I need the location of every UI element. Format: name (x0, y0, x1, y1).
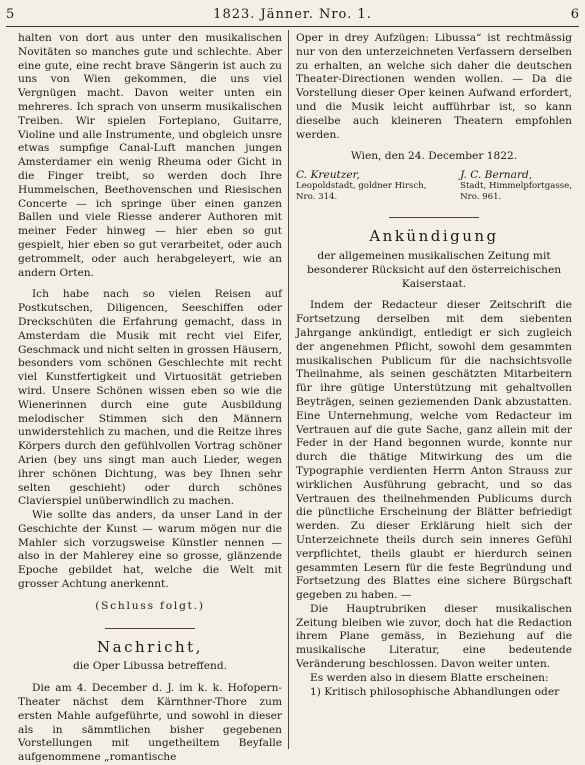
signature-bernard (460, 170, 572, 203)
announcement-title: Ankündigung (369, 227, 499, 246)
page-header (6, 2, 579, 27)
article-paragraph: 1) Kritisch philosophische Abhandlungen oder (310, 685, 560, 698)
column-divider (288, 30, 289, 749)
section-divider (105, 628, 195, 629)
dateline: Wien, den 24. December 1822. (350, 150, 518, 163)
signatures (296, 170, 572, 203)
signature-kreutzer (296, 170, 427, 203)
section-divider (389, 217, 479, 218)
left-column (18, 32, 282, 764)
article-paragraph: Die am 4. December d. J. im k. k. Hofopern-Theater nächst dem Kärnthner-Thore zum ersten Mahle aufgeführte, und sowohl in dieser als in sämmtlichen bisher gegebenen Vorstellungen mit ungetheiltem Beyfalle aufgenommene „romantische (18, 682, 282, 764)
article-paragraph: Die Hauptrubriken dieser musikalischen Zeitung bleiben wie zuvor, doch hat die Redaction ihrem Plane gemäss, in Beziehung auf die musikalische Literatur, eine bedeutende Veränderung beschlossen. Davon weiter unten. (296, 602, 572, 671)
notice-subtitle: die Oper Libussa betreffend. (73, 660, 227, 673)
continued-note: (Schluss folgt.) (95, 599, 205, 612)
notice-title: Nachricht, (97, 637, 203, 656)
article-paragraph: Ich habe nach so vielen Reisen auf Postkutschen, Diligencen, Seeschiffen oder Dreckschüten die Erfahrung gemacht, dass in Amsterdam die Musik mit recht viel Eifer, Geschmack und nicht selten in grossen Häusern, besonders vom schönen Geschlechte mit recht viel Kunstfertigkeit und Virtuosität getrieben wird. Unsere Schönen wissen eben so wie die Wienerinnen durch eine gute Ausbildung melodischer Stimmen sich den Männern unwiderstehlich zu machen, und die Reitze ihres Körpers durch den gefühlvollen Vortrag schöner Arien (bey uns singt man auch Lieder, wegen ihrer schönen Dichtung, was bey Ihnen sehr selten geschieht) oder durch schönes Clavierspiel unüberwindlich zu machen. (18, 288, 282, 508)
article-paragraph: Es werden also in diesem Blatte erscheinen: (310, 671, 549, 684)
page-number-left: 5 (6, 6, 15, 22)
article-paragraph: Oper in drey Aufzügen: Libussa“ ist rechtmässig nur von den unterzeichneten Verfassern derselben zu erhalten, an welche sich daher die deutschen Theater-Directionen wenden wollen. — Da die Vorstellung dieser Oper keinen Aufwand erfordert, und die Musik leicht aufführbar ist, so kann dieselbe auch kleineren Theatern empfohlen werden. (296, 32, 572, 141)
right-column (296, 32, 572, 753)
signer-address: Nro. 961. (460, 192, 502, 203)
signer-name: J. C. Bernard, (460, 169, 533, 182)
issue-title: 1823. Jänner. Nro. 1. (213, 6, 372, 22)
signer-address: Leopoldstadt, goldner Hirsch, (296, 181, 427, 192)
signer-name: C. Kreutzer, (296, 169, 360, 182)
announcement-subtitle: der allgemeinen musikalischen Zeitung mit besonderer Rücksicht auf den österreichischen Kaiserstaat. (306, 249, 562, 290)
signer-address: Stadt, Himmelpfortgasse, (460, 181, 572, 192)
article-paragraph: Indem der Redacteur dieser Zeitschrift die Fortsetzung derselben mit dem siebenten Jahrgange ankündigt, entledigt er sich zugleich der angenehmen Pflicht, sowohl dem gesammten musikalischen Publicum für die nachsichtsvolle Theilnahme, als seinen geschätzten Mitarbeitern für ihre gütige Unterstützung mit gehaltvollen Beyträgen, seinen geziemenden Dank abzustatten. Eine Unternehmung, welche vom Redacteur im Vertrauen auf die gute Sache, ganz allein mit der Feder in der Hand begonnen wurde, konnte nur durch die thätige Mitwirkung des um die Typographie verdienten Herrn Anton Strauss zur wirklichen Ausführung gebracht, und so das Vertrauen des theilnehmenden Publicums durch die pünctliche Erscheinung der Blätter befriedigt werden. Zu dieser Erklärung hielt sich der Unterzeichnete theils durch sein inneres Gefühl verpflichtet, theils glaubt er hierdurch seinen gesammten Lesern für die feste Begründung und Fortsetzung des Blattes eine sichere Bürgschaft gegeben zu haben. — (296, 299, 572, 602)
page-number-right: 6 (570, 6, 579, 22)
article-paragraph: Wie sollte das anders, da unser Land in der Geschichte der Kunst — warum mögen nur die Mahler sich vorzugsweise Künstler nennen — also in der Mahlerey eine so grosse, glänzende Epoche gebildet hat, welche die Welt mit grosser Achtung anerkennt. (18, 509, 282, 591)
signer-address: Nro. 314. (296, 192, 338, 203)
article-paragraph: halten von dort aus unter den musikalischen Novitäten so manches gute und schlechte. Aber eine gute, eine recht brave Sängerin ist auch zu uns von Wien gekommen, die uns viel Vergnügen macht. Davon weiter unten ein mehreres. Ich sprach von unserm musikalischen Treiben. Wir spielen Fortepiano, Guitarre, Violine und alle Instrumente, und obgleich unsre etwas sumpfige Canal-Luft manchen jungen Amsterdamer ein wenig Rheuma oder Gicht in die Finger treibt, so werden doch Ihre Hummelschen, Beethovenschen und Riesischen Concerte — ich springe über einen ganzen Ballen und viele Riesse anderer Authoren mit meiner Feder hinweg — hier eben so gut gespielt, hier eben so gut verarbeitet, oder auch getrommelt, oder auch herabgeleyert, wie an andern Orten. (18, 32, 282, 279)
